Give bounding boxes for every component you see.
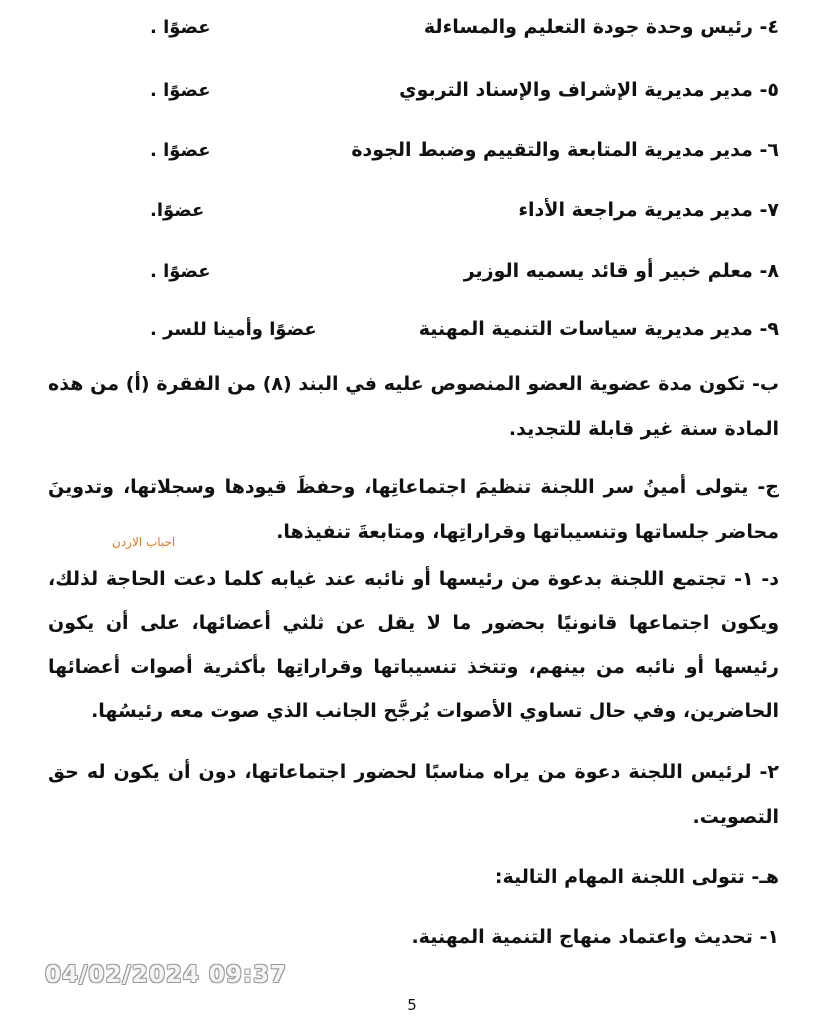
member-title: ٤- رئيس وحدة جودة التعليم والمساءلة: [423, 16, 779, 38]
member-role: عضوًا وأمينا للسر .: [150, 318, 317, 340]
member-row-8: [150, 254, 779, 288]
member-row-4: [150, 10, 779, 44]
member-role: عضوًا .: [150, 260, 211, 282]
member-role: عضوًا .: [150, 16, 211, 38]
member-role: عضوًا.: [150, 199, 205, 221]
member-role: عضوًا .: [150, 79, 211, 101]
member-title: ٥- مدير مديرية الإشراف والإسناد التربوي: [399, 79, 779, 101]
member-row-6: [150, 133, 779, 167]
paragraph-d2: ٢- لرئيس اللجنة دعوة من يراه مناسبًا لحضور اجتماعاتها، دون أن يكون له حق التصويت.: [48, 761, 779, 828]
member-title: ٨- معلم خبير أو قائد يسميه الوزير: [463, 260, 779, 282]
member-title: ٧- مدير مديرية مراجعة الأداء: [518, 199, 779, 221]
scan-timestamp: 04/02/2024 09:37: [45, 962, 288, 988]
member-role: عضوًا .: [150, 139, 211, 161]
watermark-text: احباب الاردن: [112, 535, 176, 549]
member-title: ٦- مدير مديرية المتابعة والتقييم وضبط الجودة: [351, 139, 779, 161]
paragraph-h1: ١- تحديث واعتماد منهاج التنمية المهنية.: [411, 926, 779, 948]
paragraph-c: ج- يتولى أمينُ سر اللجنة تنظيمَ اجتماعاتِها، وحفظَ قيودها وسجلاتها، وتدوينَ محاضر جلساتها وتنسيباتها وقراراتِها، ومتابعةَ تنفيذها.: [48, 476, 779, 543]
member-row-7: [150, 193, 779, 227]
member-row-5: [150, 73, 779, 107]
paragraph-h: هـ- تتولى اللجنة المهام التالية:: [494, 866, 779, 888]
member-title: ٩- مدير مديرية سياسات التنمية المهنية: [418, 318, 779, 340]
paragraph-b: ب- تكون مدة عضوية العضو المنصوص عليه في البند (٨) من الفقرة (أ) من هذه المادة سنة غير قابلة للتجديد.: [48, 373, 779, 440]
member-row-9: [150, 312, 779, 346]
page-number: 5: [407, 996, 417, 1014]
paragraph-d1: د- ١- تجتمع اللجنة بدعوة من رئيسها أو نائبه عند غيابه كلما دعت الحاجة لذلك، ويكون اجتماعها قانونيًا بحضور ما لا يقل عن ثلثي أعضائها، على أن يكون رئيسها أو نائبه من بينهم، وتتخذ تنسيباتها وقراراتِها بأكثرية أصوات أعضائها الحاضرين، وفي حال تساوي الأصوات يُرجَّح الجانب الذي صوت معه رئيسُها.: [48, 568, 779, 722]
